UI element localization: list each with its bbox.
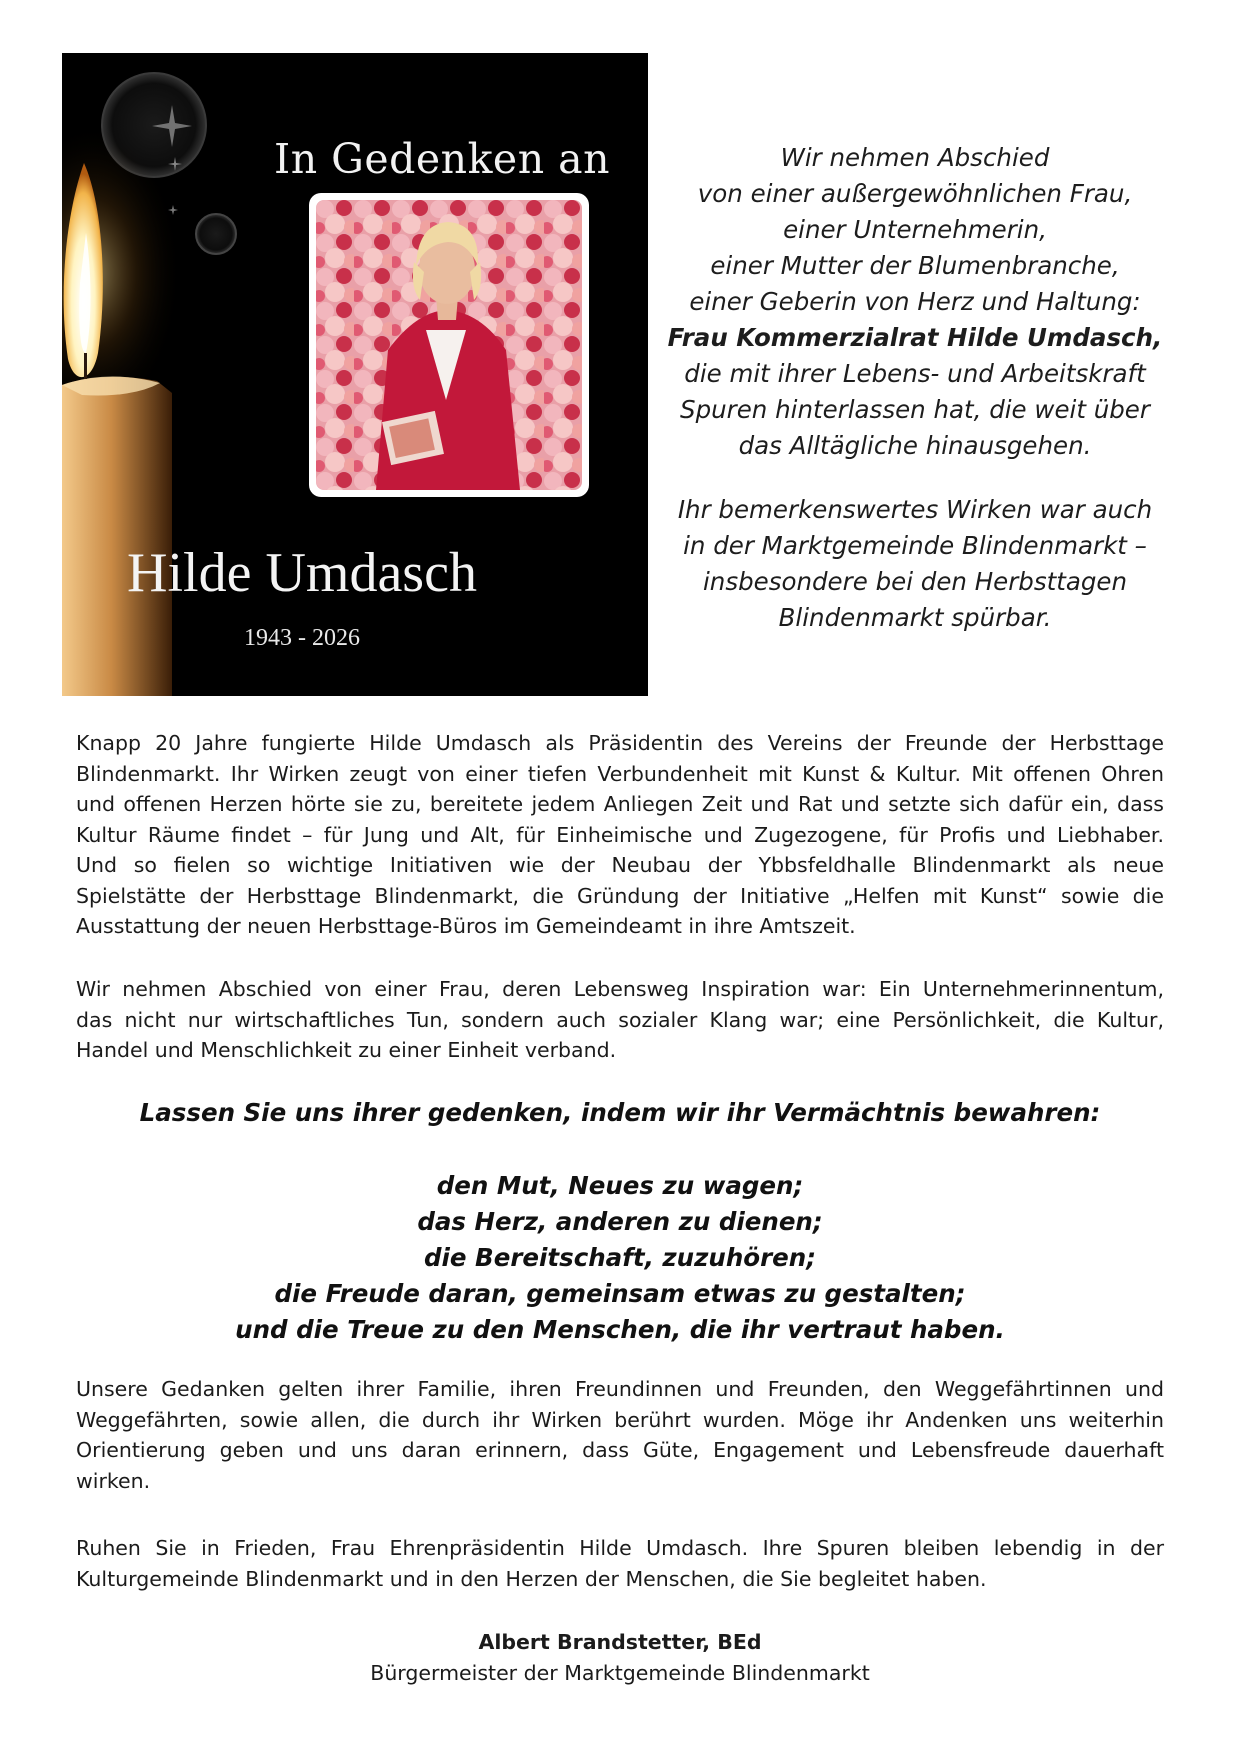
portrait-photo (316, 200, 582, 490)
legacy-item: die Freude daran, gemeinsam etwas zu gestalten; (274, 1279, 966, 1308)
legacy-item: das Herz, anderen zu dienen; (417, 1207, 823, 1236)
legacy-list (76, 1168, 1164, 1348)
text-line: Blindenmarkt. Ihr Wirken zeugt von einer tiefen Verbundenheit mit Kunst & Kultur. Mit offenen Ohren (76, 761, 1164, 786)
text-line: Wir nehmen Abschied von einer Frau, deren Lebensweg Inspiration war: Ein Unternehmerinnentum, (76, 977, 1164, 1001)
legacy-item: die Bereitschaft, zuzuhören; (423, 1243, 817, 1272)
text-line: Knapp 20 Jahre fungierte Hilde Umdasch als Präsidentin des Vereins der Freunde der Herbsttage (76, 731, 1164, 755)
memorial-card (62, 53, 648, 696)
poem-line: insbesondere bei den Herbsttagen (703, 567, 1127, 596)
text-line: Ausstattung der neuen Herbsttage-Büros im Gemeindeamt in ihre Amtszeit. (76, 914, 856, 938)
text-line: Kultur Räume findet – für Jung und Alt, für Einheimische und Zugezogene, für Profis und Liebhaber. (76, 822, 1164, 847)
poem-line: Spuren hinterlassen hat, die weit über (680, 395, 1150, 424)
poem-line: die mit ihrer Lebens- und Arbeitskraft (684, 359, 1146, 388)
signature-name: Albert Brandstetter, BEd (478, 1630, 762, 1654)
poem-line: in der Marktgemeinde Blindenmarkt – (683, 531, 1147, 560)
poem-line: Wir nehmen Abschied (780, 143, 1050, 172)
paragraph-rest-in-peace (76, 1533, 1164, 1594)
text-line: Weggefährten, sowie allen, die durch ihr Wirken berührt wurden. Möge ihr Andenken uns weiterhin (76, 1407, 1164, 1432)
card-name: Hilde Umdasch (127, 542, 477, 604)
text-line: Handel und Menschlichkeit zu einer Einheit verband. (76, 1038, 617, 1062)
legacy-item: den Mut, Neues zu wagen; (436, 1171, 804, 1200)
portrait-frame (309, 193, 589, 497)
candle-icon (62, 123, 182, 696)
signature-block (76, 1627, 1164, 1689)
text-line: Kulturgemeinde Blindenmarkt und in den Herzen der Menschen, die Sie begleitet haben. (76, 1566, 987, 1591)
poem-honoree: Frau Kommerzialrat Hilde Umdasch, (667, 323, 1163, 352)
text-line: das nicht nur wirtschaftliches Tun, sondern auch sozialer Klang war; eine Persönlichkeit, die Kultur, (76, 1007, 1164, 1032)
poem-line: einer Geberin von Herz und Haltung: (689, 287, 1141, 316)
paragraph-farewell (76, 974, 1164, 1066)
card-title: In Gedenken an (274, 135, 610, 183)
text-line: wirken. (76, 1468, 151, 1493)
poem-line: das Alltägliche hinausgehen. (738, 431, 1092, 460)
paragraph-presidency (76, 728, 1164, 942)
poem-line: von einer außergewöhnlichen Frau, (697, 179, 1133, 208)
stanza-gap (660, 464, 1170, 492)
poem-line: einer Mutter der Blumenbranche, (710, 251, 1120, 280)
card-years: 1943 - 2026 (244, 625, 360, 651)
text-line: Ruhen Sie in Frieden, Frau Ehrenpräsidentin Hilde Umdasch. Ihre Spuren bleiben lebendig in der (76, 1536, 1164, 1560)
poem-line: Ihr bemerkenswertes Wirken war auch (677, 495, 1153, 524)
text-line: und offenen Herzen hörte sie zu, bereitete jedem Anliegen Zeit und Rat und setzte sich dafür ein, dass (76, 792, 1164, 816)
poem-line: einer Unternehmerin, (783, 215, 1047, 244)
legacy-intro: Lassen Sie uns ihrer gedenken, indem wir ihr Vermächtnis bewahren: (139, 1098, 1101, 1127)
paragraph-condolence (76, 1374, 1164, 1496)
poem-line: Blindenmarkt spürbar. (778, 603, 1052, 632)
legacy-item: und die Treue zu den Menschen, die ihr vertraut haben. (235, 1315, 1005, 1344)
text-line: Und so fielen so wichtige Initiativen wie der Neubau der Ybbsfeldhalle Blindenmarkt als neue (76, 853, 1164, 877)
signature-role: Bürgermeister der Marktgemeinde Blindenmarkt (370, 1661, 870, 1685)
farewell-poem (660, 140, 1170, 636)
text-line: Unsere Gedanken gelten ihrer Familie, ihren Freundinnen und Freunden, den Weggefährtinnen und (76, 1377, 1164, 1401)
text-line: Orientierung geben und uns daran erinnern, dass Güte, Engagement und Lebensfreude dauerhaft (76, 1438, 1164, 1462)
text-line: Spielstätte der Herbsttage Blindenmarkt, die Gründung der Initiative „Helfen mit Kunst“ sowie die (76, 883, 1164, 908)
